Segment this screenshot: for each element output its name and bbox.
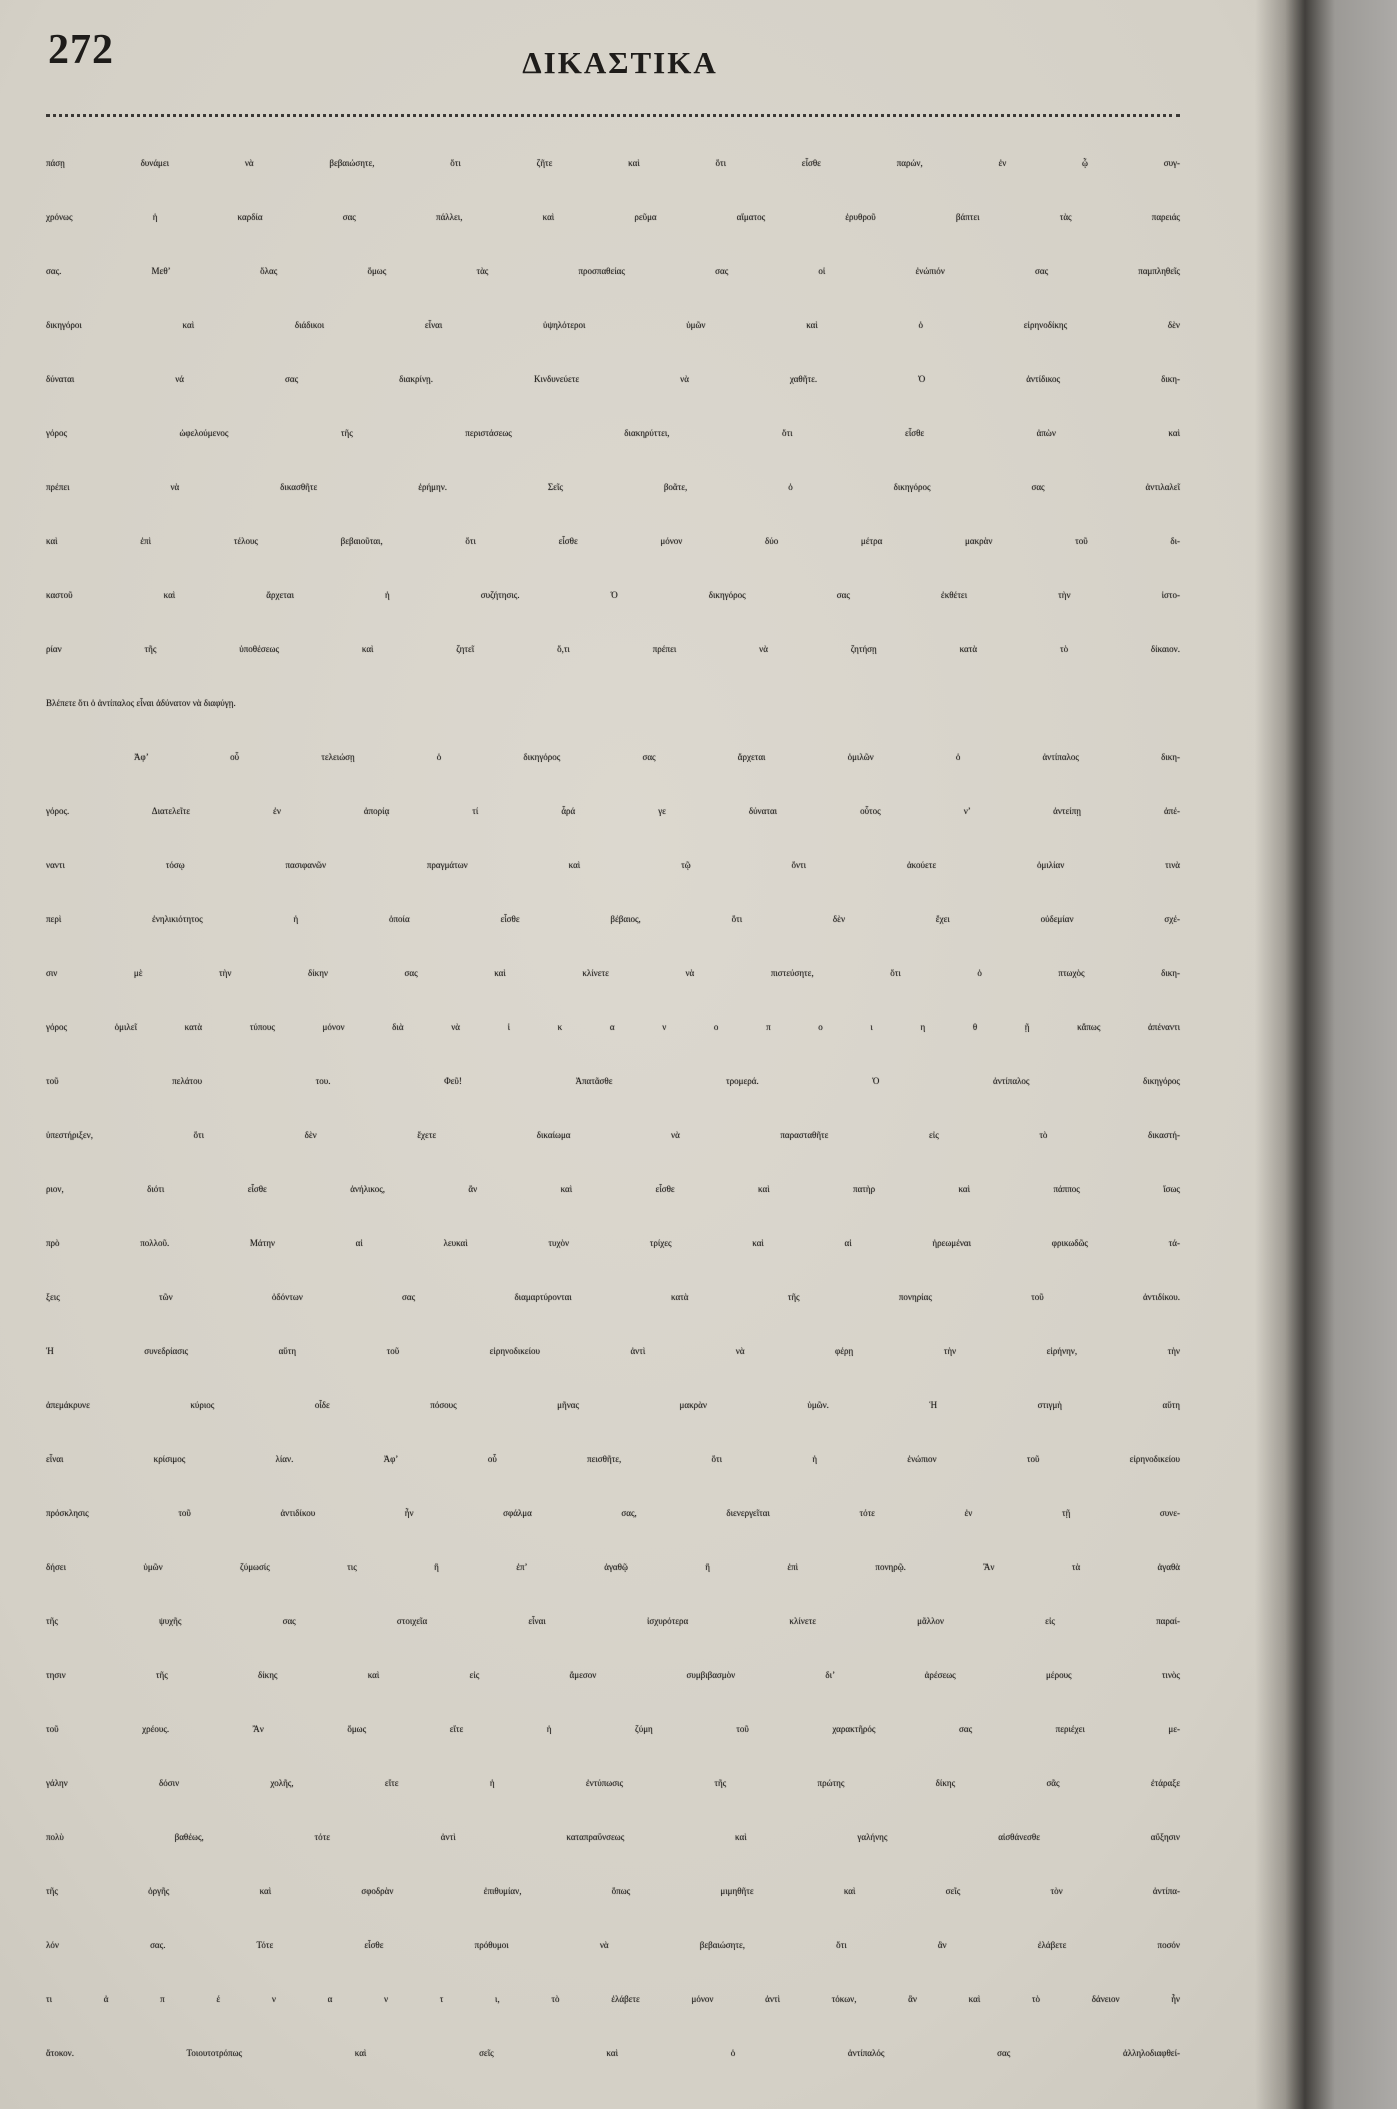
text-line: τοῦ χρέους. Ἂν ὅμως εἴτε ἡ ζύμη τοῦ χαρακτῆρός σας περιέχει με- bbox=[46, 1724, 1180, 1734]
running-head: ΔΙΚΑΣΤΙΚΑ bbox=[522, 45, 718, 80]
text-line: ἀπεμάκρυνε κύριος οἶδε πόσους μῆνας μακρὰν ὑμῶν. Ἡ στιγμὴ αὕτη bbox=[46, 1400, 1180, 1410]
text-line: τοῦ πελάτου του. Φεῦ! Ἀπατᾶσθε τρομερά. Ὁ ἀντίπαλος δικηγόρος bbox=[46, 1076, 1180, 1086]
page-number: 272 bbox=[48, 27, 114, 73]
text-line: πολὺ βαθέως, τότε ἀντὶ καταπραΰνσεως καὶ γαλήνης αἰσθάνεσθε αὔξησιν bbox=[46, 1832, 1180, 1842]
text-line: τι ἀ π έ ν α ν τ ι, τὸ ἐλάβετε μόνον ἀντὶ τόκων, ἂν καὶ τὸ δάνειον ἦν bbox=[46, 1994, 1180, 2004]
text-line: γόρος. Διατελεῖτε ἐν ἀπορίᾳ τί ἆρά γε δύναται οὗτος ν’ ἀντείπῃ ἀπέ- bbox=[46, 806, 1180, 816]
text-line: σας. Μεθ’ ὅλας ὅμως τὰς προσπαθείας σας οἱ ἐνώπιόν σας παμπληθεῖς bbox=[46, 266, 1180, 276]
text-line: ριον, διότι εἶσθε ἀνήλικος, ἂν καὶ εἶσθε καὶ πατὴρ καὶ πάππος ἴσως bbox=[46, 1184, 1180, 1194]
paragraph bbox=[46, 136, 1180, 730]
text-line: ξεις τῶν ὀδόντων σας διαμαρτύρονται κατὰ τῆς πονηρίας τοῦ ἀντιδίκου. bbox=[46, 1292, 1180, 1302]
text-line: καὶ ἐπὶ τέλους βεβαιοῦται, ὅτι εἶσθε μόνον δύο μέτρα μακρὰν τοῦ δι- bbox=[46, 536, 1180, 546]
text-line: Ἀφ’ οὗ τελειώσῃ ὁ δικηγόρος σας ἄρχεται ὁμιλῶν ὁ ἀντίπαλος δικη- bbox=[134, 752, 1180, 762]
text-line: τῆς ὀργῆς καὶ σφοδρὰν ἐπιθυμίαν, ὅπως μιμηθῆτε καὶ σεῖς τὸν ἀντίπα- bbox=[46, 1886, 1180, 1896]
text-line: τησιν τῆς δίκης καὶ εἰς ἄμεσον συμβιβασμὸν δι’ ἀρέσεως μέρους τινὸς bbox=[46, 1670, 1180, 1680]
text-line: λόν σας. Τότε εἶσθε πρόθυμοι νὰ βεβαιώσητε, ὅτι ἂν ἐλάβετε ποσόν bbox=[46, 1940, 1180, 1950]
text-line: Ἡ συνεδρίασις αὕτη τοῦ εἰρηνοδικείου ἀντὶ νὰ φέρῃ τὴν εἰρήνην, τὴν bbox=[46, 1346, 1180, 1356]
text-line: πάσῃ δυνάμει νὰ βεβαιώσητε, ὅτι ζῆτε καὶ ὅτι εἶσθε παρών, ἐν ᾧ συγ- bbox=[46, 158, 1180, 168]
header-rule bbox=[46, 114, 1180, 117]
text-line: πρόσκλησις τοῦ ἀντιδίκου ἦν σφάλμα σας, διενεργεῖται τότε ἐν τῇ συνε- bbox=[46, 1508, 1180, 1518]
page-body bbox=[46, 136, 1180, 2080]
text-line: ὑπεστήριξεν, ὅτι δὲν ἔχετε δικαίωμα νὰ παρασταθῆτε εἰς τὸ δικαστή- bbox=[46, 1130, 1180, 1140]
text-line: ναντι τόσῳ πασιφανῶν πραγμάτων καὶ τῷ ὄντι ἀκούετε ὁμιλίαν τινὰ bbox=[46, 860, 1180, 870]
text-line: δύναται νά σας διακρίνῃ. Κινδυνεύετε νὰ χαθῆτε. Ὁ ἀντίδικος δικη- bbox=[46, 374, 1180, 384]
text-line: πρὸ πολλοῦ. Μάτην αἱ λευκαὶ τυχὸν τρίχες καὶ αἱ ἠρεωμέναι φρικωδῶς τά- bbox=[46, 1238, 1180, 1248]
text-line: εἶναι κρίσιμος λίαν. Ἀφ’ οὗ πεισθῆτε, ὅτι ἡ ἐνώπιον τοῦ εἰρηνοδικείου bbox=[46, 1454, 1180, 1464]
text-line: πρέπει νὰ δικασθῆτε ἐρήμην. Σεῖς βοᾶτε, ὁ δικηγόρος σας ἀντιλαλεῖ bbox=[46, 482, 1180, 492]
text-line: γόρος ὠφελούμενος τῆς περιστάσεως διακηρύττει, ὅτι εἶσθε ἀπὼν καὶ bbox=[46, 428, 1180, 438]
text-line: περὶ ἐνηλικιότητος ἡ ὁποία εἶσθε βέβαιος, ὅτι δὲν ἔχει οὐδεμίαν σχέ- bbox=[46, 914, 1180, 924]
text-line: ἄτοκον. Τοιουτοτρόπως καὶ σεῖς καὶ ὁ ἀντίπαλός σας ἀλληλοδιαφθεί- bbox=[46, 2048, 1180, 2058]
text-line: γόρος ὁμιλεῖ κατὰ τύπους μόνον διὰ νὰ ἱ κ α ν ο π ο ι η θ ῇ κἄπως ἀπέναντι bbox=[46, 1022, 1180, 1032]
text-line: χρόνως ἡ καρδία σας πάλλει, καὶ ρεῦμα αἵματος ἐρυθροῦ βάπτει τὰς παρειάς bbox=[46, 212, 1180, 222]
text-line: δήσει ὑμῶν ζύμωσίς τις ἢ ἐπ’ ἀγαθῷ ἢ ἐπὶ πονηρῷ. Ἂν τὰ ἀγαθὰ bbox=[46, 1562, 1180, 1572]
text-line: σιν μὲ τὴν δίκην σας καὶ κλίνετε νὰ πιστεύσητε, ὅτι ὁ πτωχὸς δικη- bbox=[46, 968, 1180, 978]
paragraph bbox=[46, 730, 1180, 2080]
text-line: γάλην δόσιν χολῆς, εἴτε ἡ ἐντύπωσις τῆς πρώτης δίκης σᾶς ἐτάραξε bbox=[46, 1778, 1180, 1788]
text-line: δικηγόροι καὶ διάδικοι εἶναι ὑψηλότεροι ὑμῶν καὶ ὁ εἰρηνοδίκης δὲν bbox=[46, 320, 1180, 330]
text-line: καστοῦ καὶ ἄρχεται ἡ συζήτησις. Ὁ δικηγόρος σας ἐκθέτει τὴν ἱστο- bbox=[46, 590, 1180, 600]
text-line: τῆς ψυχῆς σας στοιχεῖα εἶναι ἰσχυρότερα κλίνετε μᾶλλον εἰς παραί- bbox=[46, 1616, 1180, 1626]
text-line: ρίαν τῆς ὑποθέσεως καὶ ζητεῖ ὅ,τι πρέπει νὰ ζητήσῃ κατὰ τὸ δίκαιον. bbox=[46, 644, 1180, 654]
text-line: Βλέπετε ὅτι ὁ ἀντίπαλος εἶναι ἀδύνατον νὰ διαφύγῃ. bbox=[46, 698, 236, 708]
